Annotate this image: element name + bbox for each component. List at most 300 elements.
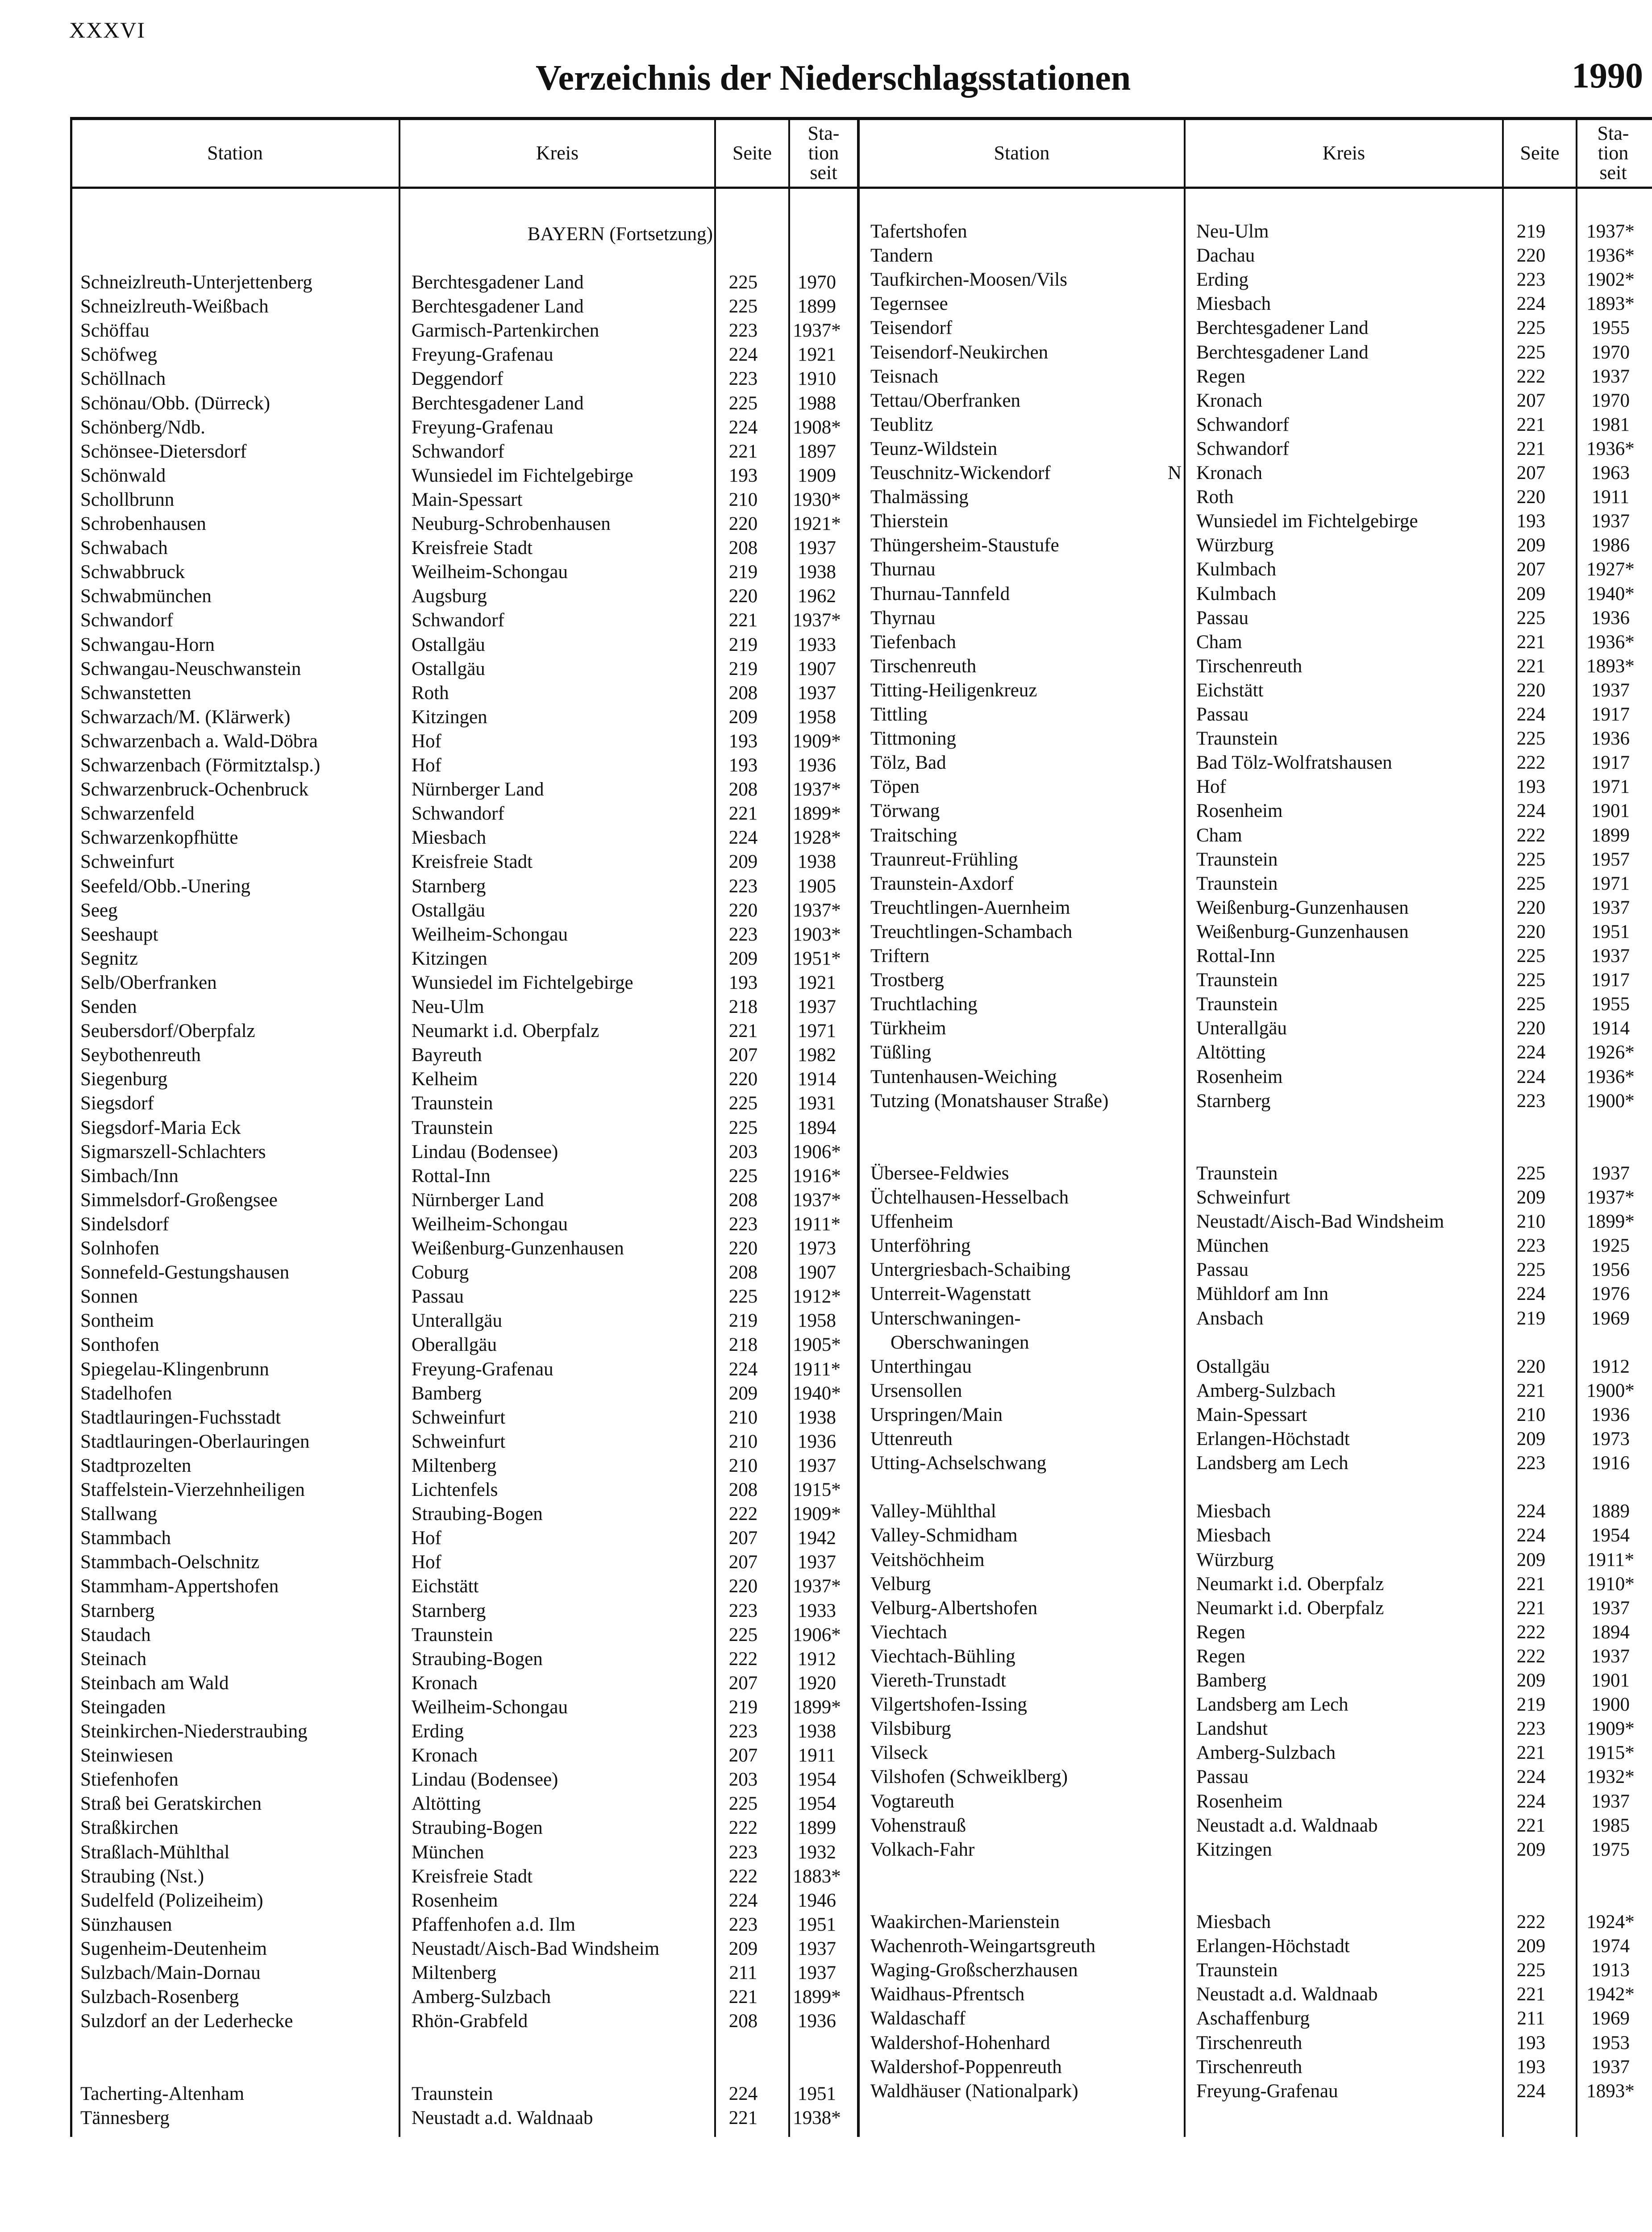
kreis-name: Regen bbox=[1196, 366, 1245, 387]
kreis-name: Berchtesgadener Land bbox=[412, 272, 584, 293]
seite-value: 220 bbox=[728, 513, 758, 534]
kreis-name: Straubing-Bogen bbox=[412, 1648, 543, 1670]
station-seit-value: 1900 bbox=[1591, 1694, 1630, 1716]
kreis-name: Freyung-Grafenau bbox=[412, 1358, 553, 1380]
station-name: Tafertshofen bbox=[870, 221, 967, 242]
seite-value: 193 bbox=[728, 730, 758, 752]
station-name: Seefeld/Obb.-Unering bbox=[80, 875, 250, 897]
station-name: Taufkirchen-Moosen/Vils bbox=[870, 269, 1068, 291]
station-seit-value: 1937 bbox=[798, 1455, 836, 1476]
table-row bbox=[80, 1261, 857, 1285]
seite-value: 223 bbox=[1516, 1718, 1546, 1740]
station-seit-value: 1893* bbox=[1586, 2080, 1635, 2102]
kreis-name: Hof bbox=[412, 730, 441, 752]
station-name: Schöfweg bbox=[80, 344, 157, 366]
seite-value: 208 bbox=[728, 1479, 758, 1500]
seite-value: 193 bbox=[728, 465, 758, 486]
station-seit-value: 1907 bbox=[798, 1262, 836, 1283]
seite-value: 224 bbox=[728, 344, 758, 366]
kreis-name: Altötting bbox=[1196, 1042, 1266, 1063]
station-name: Thyrnau bbox=[870, 607, 936, 629]
seite-value: 209 bbox=[1516, 1839, 1546, 1860]
table-row bbox=[80, 1599, 857, 1623]
kreis-name: Passau bbox=[412, 1286, 464, 1308]
kreis-name: Bad Tölz-Wolfratshausen bbox=[1196, 752, 1392, 774]
kreis-name: Neumarkt i.d. Oberpfalz bbox=[1196, 1573, 1384, 1595]
seite-value: 221 bbox=[1516, 438, 1546, 459]
station-name: Sudelfeld (Polizeiheim) bbox=[80, 1890, 263, 1911]
seite-value: 222 bbox=[728, 1817, 758, 1839]
table-row bbox=[80, 1744, 857, 1768]
seite-value: 208 bbox=[728, 1189, 758, 1211]
seite-value: 210 bbox=[728, 1431, 758, 1452]
table-row bbox=[80, 1188, 857, 1212]
kreis-name: Erlangen-Höchstadt bbox=[1196, 1428, 1350, 1449]
table-row bbox=[80, 608, 857, 633]
kreis-name: Eichstätt bbox=[1196, 679, 1264, 701]
seite-value: 225 bbox=[728, 1286, 758, 1308]
seite-value: 224 bbox=[1516, 704, 1546, 725]
station-seit-value: 1958 bbox=[798, 706, 836, 728]
station-name: Stallwang bbox=[80, 1503, 157, 1525]
station-name: Steinwiesen bbox=[80, 1745, 173, 1766]
station-name: Straßlach-Mühlthal bbox=[80, 1841, 230, 1863]
station-seit-value: 1899* bbox=[793, 803, 841, 825]
seite-value: 209 bbox=[728, 1938, 758, 1959]
table-row bbox=[80, 657, 857, 681]
station-seit-value: 1899* bbox=[793, 1696, 841, 1718]
seite-value: 225 bbox=[728, 1093, 758, 1114]
kreis-name: Coburg bbox=[412, 1262, 469, 1283]
table-row bbox=[870, 992, 1649, 1016]
seite-value: 220 bbox=[728, 1069, 758, 1090]
kreis-name: Freyung-Grafenau bbox=[412, 416, 553, 438]
table-row bbox=[870, 292, 1649, 316]
station-name: Schrobenhausen bbox=[80, 513, 206, 534]
kreis-name: Wunsiedel im Fichtelgebirge bbox=[1196, 511, 1418, 532]
station-seit-value: 1933 bbox=[798, 1600, 836, 1621]
kreis-name: Hof bbox=[412, 755, 441, 776]
table-row bbox=[870, 1258, 1649, 1282]
station-name: Schönwald bbox=[80, 465, 166, 486]
station-seit-value: 1937 bbox=[1591, 1791, 1630, 1812]
kreis-name: Würzburg bbox=[1196, 1549, 1274, 1570]
seite-value: 220 bbox=[728, 1238, 758, 1259]
table-row bbox=[80, 1937, 857, 1961]
seite-value: 193 bbox=[728, 972, 758, 993]
station-seit-value: 1951 bbox=[1591, 921, 1630, 942]
table-row bbox=[80, 343, 857, 367]
seite-value: 221 bbox=[728, 441, 758, 462]
kreis-name: Roth bbox=[1196, 487, 1234, 508]
station-seit-value: 1899* bbox=[1586, 1211, 1635, 1233]
station-seit-value: 1899 bbox=[798, 296, 836, 317]
station-seit-value: 1937 bbox=[1591, 1645, 1630, 1667]
table-row bbox=[870, 1016, 1649, 1041]
seite-value: 222 bbox=[1516, 1621, 1546, 1643]
seite-value: 207 bbox=[1516, 462, 1546, 483]
seite-value: 223 bbox=[728, 1914, 758, 1935]
table-row bbox=[80, 1140, 857, 1164]
table-row bbox=[80, 681, 857, 705]
kreis-name: Roth bbox=[412, 682, 449, 704]
station-seit-value: 1951 bbox=[798, 2083, 836, 2104]
station-name: Senden bbox=[80, 996, 137, 1017]
table-row bbox=[870, 1210, 1649, 1234]
table-row bbox=[870, 1499, 1649, 1524]
seite-value: 224 bbox=[728, 827, 758, 849]
station-name: Volkach-Fahr bbox=[870, 1839, 975, 1860]
station-name: Schöllnach bbox=[80, 368, 166, 390]
station-name: Schwarzenbach (Förmitztalsp.) bbox=[80, 755, 320, 776]
station-seit-value: 1894 bbox=[798, 1117, 836, 1138]
station-seit-value: 1942* bbox=[1586, 1984, 1635, 2005]
station-name: Seubersdorf/Oberpfalz bbox=[80, 1020, 255, 1042]
table-row bbox=[80, 512, 857, 536]
station-seit-value: 1913 bbox=[1591, 1960, 1630, 1981]
station-seit-value: 1937 bbox=[1591, 945, 1630, 966]
table-row bbox=[870, 1403, 1649, 1427]
station-name: Solnhofen bbox=[80, 1238, 159, 1259]
kreis-name: Straubing-Bogen bbox=[412, 1503, 543, 1525]
station-name: Oberschwaningen bbox=[890, 1332, 1029, 1353]
kreis-name: Berchtesgadener Land bbox=[412, 392, 584, 414]
table-row bbox=[870, 413, 1649, 437]
kreis-name: Augsburg bbox=[412, 586, 487, 607]
seite-value: 223 bbox=[728, 875, 758, 897]
table-row bbox=[870, 2055, 1649, 2079]
kreis-name: Traunstein bbox=[1196, 970, 1278, 991]
table-row bbox=[870, 1790, 1649, 1814]
kreis-name: Weilheim-Schongau bbox=[412, 1696, 568, 1718]
seite-value: 223 bbox=[728, 368, 758, 390]
kreis-name: Miltenberg bbox=[412, 1962, 497, 1983]
table-row bbox=[80, 923, 857, 947]
station-seit-value: 1971 bbox=[798, 1020, 836, 1042]
kreis-name: Traunstein bbox=[1196, 849, 1278, 870]
table-row bbox=[80, 1550, 857, 1574]
station-name: Thurnau bbox=[870, 559, 936, 580]
station-name: Steinach bbox=[80, 1648, 147, 1670]
station-seit-value: 1982 bbox=[798, 1045, 836, 1066]
table-row bbox=[870, 1089, 1649, 1113]
station-seit-value: 1902* bbox=[1586, 269, 1635, 291]
station-name: Traunreut-Frühling bbox=[870, 849, 1018, 870]
kreis-name: Erding bbox=[412, 1721, 464, 1742]
station-name: Stiefenhofen bbox=[80, 1769, 179, 1791]
table-row bbox=[80, 1720, 857, 1744]
table-row bbox=[870, 1958, 1649, 1982]
table-row bbox=[870, 1355, 1649, 1379]
station-name: Sontheim bbox=[80, 1310, 154, 1332]
kreis-name: Cham bbox=[1196, 631, 1242, 653]
kreis-name: Kreisfreie Stadt bbox=[412, 1866, 533, 1887]
table-row bbox=[80, 1841, 857, 1865]
table-row bbox=[80, 2033, 857, 2057]
table-row bbox=[870, 1572, 1649, 1596]
station-seit-value: 1936 bbox=[1591, 1404, 1630, 1425]
seite-value: 209 bbox=[1516, 583, 1546, 604]
station-name: Urspringen/Main bbox=[870, 1404, 1003, 1425]
kreis-name: Weißenburg-Gunzenhausen bbox=[1196, 921, 1409, 942]
station-name: Thalmässing bbox=[870, 487, 969, 508]
seite-value: 203 bbox=[728, 1769, 758, 1791]
station-name: Tittmoning bbox=[870, 728, 956, 750]
seite-value: 209 bbox=[728, 851, 758, 873]
table-row bbox=[80, 1623, 857, 1647]
kreis-name: Rosenheim bbox=[1196, 800, 1283, 822]
table-row bbox=[870, 944, 1649, 968]
station-name: Uffenheim bbox=[870, 1211, 953, 1233]
seite-value: 220 bbox=[1516, 487, 1546, 508]
kreis-name: Traunstein bbox=[1196, 1162, 1278, 1184]
station-name: Tüßling bbox=[870, 1042, 932, 1063]
station-name: Selb/Oberfranken bbox=[80, 972, 217, 993]
station-name: Unterschwaningen- bbox=[870, 1308, 1021, 1329]
kreis-name: Ostallgäu bbox=[412, 634, 485, 655]
table-row bbox=[80, 633, 857, 657]
station-seit-value: 1936* bbox=[1586, 245, 1635, 267]
table-row bbox=[870, 1451, 1649, 1475]
station-name: Stadtlauringen-Oberlauringen bbox=[80, 1431, 310, 1452]
table-row bbox=[80, 536, 857, 560]
seite-value: 225 bbox=[1516, 1162, 1546, 1184]
station-name: Törwang bbox=[870, 800, 940, 822]
kreis-name: Ansbach bbox=[1196, 1308, 1264, 1329]
station-seit-value: 1936 bbox=[1591, 728, 1630, 750]
station-seit-value: 1912 bbox=[1591, 1356, 1630, 1377]
seite-value: 210 bbox=[1516, 1404, 1546, 1425]
station-seit-value: 1936 bbox=[1591, 607, 1630, 629]
seite-value: 225 bbox=[728, 1117, 758, 1138]
station-seit-value: 1900* bbox=[1586, 1090, 1635, 1112]
kreis-name: Neustadt/Aisch-Bad Windsheim bbox=[412, 1938, 660, 1959]
kreis-name: Kreisfreie Stadt bbox=[412, 851, 533, 873]
station-seit-value: 1973 bbox=[1591, 1428, 1630, 1449]
table-row bbox=[80, 1961, 857, 1985]
table-row bbox=[80, 319, 857, 343]
station-seit-value: 1942 bbox=[798, 1528, 836, 1549]
seite-value: 221 bbox=[1516, 1597, 1546, 1619]
station-name: Tiefenbach bbox=[870, 631, 956, 653]
station-name: Schwarzenbruck-Ochenbruck bbox=[80, 779, 308, 800]
table-row bbox=[870, 751, 1649, 775]
table-row bbox=[80, 1358, 857, 1382]
station-seit-value: 1912 bbox=[798, 1648, 836, 1670]
table-row bbox=[870, 2079, 1649, 2103]
table-row bbox=[870, 485, 1649, 509]
header-seite: Seite bbox=[1520, 142, 1560, 164]
seite-value: 221 bbox=[728, 1986, 758, 2008]
table-row bbox=[870, 1886, 1649, 1910]
table-row bbox=[80, 2106, 857, 2130]
station-name: Siegsdorf bbox=[80, 1093, 154, 1114]
table-row bbox=[870, 1669, 1649, 1693]
station-name: Untergriesbach-Schaibing bbox=[870, 1259, 1071, 1281]
station-name: Schwabach bbox=[80, 537, 168, 559]
table-row bbox=[80, 271, 857, 295]
station-seit-value: 1916 bbox=[1591, 1453, 1630, 1474]
station-seit-value: 1940* bbox=[793, 1383, 841, 1404]
station-name: Tutzing (Monatshauser Straße) bbox=[870, 1090, 1109, 1112]
table-row bbox=[870, 1645, 1649, 1669]
station-seit-value: 1921 bbox=[798, 972, 836, 993]
station-seit-value: 1937 bbox=[798, 1938, 836, 1959]
table-row bbox=[80, 1019, 857, 1043]
station-seit-value: 1969 bbox=[1591, 2008, 1630, 2029]
seite-value: 209 bbox=[1516, 1428, 1546, 1449]
table-row bbox=[870, 2007, 1649, 2031]
station-seit-value: 1925 bbox=[1591, 1235, 1630, 1257]
station-seit-value: 1957 bbox=[1591, 849, 1630, 870]
station-name: Schöffau bbox=[80, 320, 150, 341]
station-name: Schwarzenbach a. Wald-Döbra bbox=[80, 730, 318, 752]
table-row bbox=[80, 1695, 857, 1720]
seite-value: 221 bbox=[728, 1020, 758, 1042]
kreis-name: Amberg-Sulzbach bbox=[1196, 1742, 1336, 1764]
table-row bbox=[80, 1574, 857, 1599]
kreis-name: Berchtesgadener Land bbox=[1196, 317, 1369, 339]
table-row bbox=[80, 778, 857, 802]
station-name: Schwandorf bbox=[80, 610, 173, 631]
seite-value: 221 bbox=[1516, 1742, 1546, 1764]
table-row bbox=[870, 1524, 1649, 1548]
station-seit-value: 1937* bbox=[793, 1576, 841, 1597]
table-row bbox=[80, 947, 857, 971]
kreis-name: Mühldorf am Inn bbox=[1196, 1283, 1329, 1305]
table-row bbox=[80, 560, 857, 584]
station-seit-value: 1883* bbox=[793, 1866, 841, 1887]
kreis-name: Schweinfurt bbox=[1196, 1187, 1290, 1208]
station-seit-value: 1932* bbox=[1586, 1766, 1635, 1788]
kreis-name: Schweinfurt bbox=[412, 1431, 506, 1452]
kreis-name: München bbox=[412, 1841, 484, 1863]
kreis-name: Deggendorf bbox=[412, 368, 504, 390]
table-row bbox=[870, 703, 1649, 727]
seite-value: 221 bbox=[1516, 1984, 1546, 2005]
station-name: Teunz-Wildstein bbox=[870, 438, 998, 459]
kreis-name: Lindau (Bodensee) bbox=[412, 1769, 558, 1791]
kreis-name: Traunstein bbox=[1196, 873, 1278, 894]
station-name: Straß bei Geratskirchen bbox=[80, 1793, 262, 1815]
station-name: Seybothenreuth bbox=[80, 1045, 201, 1066]
seite-value: 207 bbox=[728, 1672, 758, 1694]
seite-value: 221 bbox=[1516, 655, 1546, 677]
kreis-name: Rosenheim bbox=[1196, 1066, 1283, 1087]
table-row bbox=[80, 1116, 857, 1140]
seite-value: 193 bbox=[1516, 2056, 1546, 2078]
station-seit-value: 1936 bbox=[798, 1431, 836, 1452]
seite-value: 222 bbox=[1516, 366, 1546, 387]
kreis-name: Miltenberg bbox=[412, 1455, 497, 1476]
kreis-name: Neumarkt i.d. Oberpfalz bbox=[412, 1020, 599, 1042]
kreis-name: Neu-Ulm bbox=[412, 996, 484, 1017]
table-row bbox=[870, 1331, 1649, 1355]
seite-value: 208 bbox=[728, 537, 758, 559]
kreis-name: Amberg-Sulzbach bbox=[1196, 1380, 1336, 1401]
kreis-name: Neustadt/Aisch-Bad Windsheim bbox=[1196, 1211, 1444, 1233]
station-name: Simbach/Inn bbox=[80, 1165, 179, 1187]
table-row bbox=[870, 509, 1649, 533]
station-name: Staudach bbox=[80, 1624, 151, 1645]
table-row bbox=[870, 1282, 1649, 1306]
kreis-name: Kronach bbox=[412, 1745, 478, 1766]
station-name: Üchtelhausen-Hesselbach bbox=[870, 1187, 1069, 1208]
table-row bbox=[870, 268, 1649, 292]
kreis-name: Traunstein bbox=[412, 2083, 493, 2104]
seite-value: 208 bbox=[728, 682, 758, 704]
table-row bbox=[870, 968, 1649, 992]
kreis-name: München bbox=[1196, 1235, 1269, 1257]
table-row bbox=[870, 1620, 1649, 1645]
station-name: Tirschenreuth bbox=[870, 655, 977, 677]
table-row bbox=[870, 1162, 1649, 1186]
station-seit-value: 1908* bbox=[793, 416, 841, 438]
seite-value: 207 bbox=[728, 1552, 758, 1573]
seite-value: 221 bbox=[728, 2107, 758, 2128]
kreis-name: Landshut bbox=[1196, 1718, 1268, 1740]
table-row bbox=[80, 464, 857, 488]
seite-value: 209 bbox=[728, 1383, 758, 1404]
table-row bbox=[80, 995, 857, 1019]
kreis-name: Miesbach bbox=[1196, 1911, 1271, 1932]
seite-value: 207 bbox=[1516, 559, 1546, 580]
kreis-name: Schweinfurt bbox=[412, 1407, 506, 1428]
kreis-name: Pfaffenhofen a.d. Ilm bbox=[412, 1914, 575, 1935]
table-row bbox=[80, 1768, 857, 1792]
station-name: Uttenreuth bbox=[870, 1428, 953, 1449]
station-name: Waldershof-Poppenreuth bbox=[870, 2056, 1062, 2078]
station-name: Tacherting-Altenham bbox=[80, 2083, 245, 2104]
seite-value: 220 bbox=[728, 899, 758, 921]
seite-value: 209 bbox=[728, 948, 758, 969]
station-seit-value: 1953 bbox=[1591, 2032, 1630, 2053]
table-row bbox=[80, 1237, 857, 1261]
kreis-name: Passau bbox=[1196, 704, 1249, 725]
station-seit-value: 1954 bbox=[1591, 1525, 1630, 1546]
table-row bbox=[870, 1065, 1649, 1089]
seite-value: 222 bbox=[728, 1503, 758, 1525]
seite-value: 223 bbox=[728, 1213, 758, 1235]
kreis-name: Traunstein bbox=[412, 1093, 493, 1114]
station-seit-value: 1910* bbox=[1586, 1573, 1635, 1595]
station-name: Waging-Großscherzhausen bbox=[870, 1960, 1078, 1981]
station-seit-value: 1937 bbox=[1591, 1162, 1630, 1184]
table-row bbox=[870, 1596, 1649, 1620]
seite-value: 221 bbox=[1516, 414, 1546, 435]
station-name: Tegernsee bbox=[870, 293, 948, 315]
station-seit-value: 1910 bbox=[798, 368, 836, 390]
station-name: Stadelhofen bbox=[80, 1383, 172, 1404]
kreis-name: Dachau bbox=[1196, 245, 1255, 267]
kreis-name: Wunsiedel im Fichtelgebirge bbox=[412, 465, 633, 486]
page-number: XXXVI bbox=[69, 17, 146, 42]
station-seit-value: 1937* bbox=[793, 610, 841, 631]
station-seit-value: 1909* bbox=[793, 730, 841, 752]
station-name: Schneizlreuth-Weißbach bbox=[80, 296, 269, 317]
table-row bbox=[80, 440, 857, 464]
kreis-name: Kreisfreie Stadt bbox=[412, 537, 533, 559]
table-row bbox=[870, 1838, 1649, 1862]
seite-value: 221 bbox=[1516, 631, 1546, 653]
table-row bbox=[870, 244, 1649, 268]
station-seit-value: 1970 bbox=[1591, 390, 1630, 411]
seite-value: 224 bbox=[1516, 1501, 1546, 1522]
kreis-name: Starnberg bbox=[412, 875, 486, 897]
seite-value: 220 bbox=[1516, 1356, 1546, 1377]
station-name: Schwangau-Horn bbox=[80, 634, 215, 655]
station-seit-value: 1937 bbox=[1591, 366, 1630, 387]
